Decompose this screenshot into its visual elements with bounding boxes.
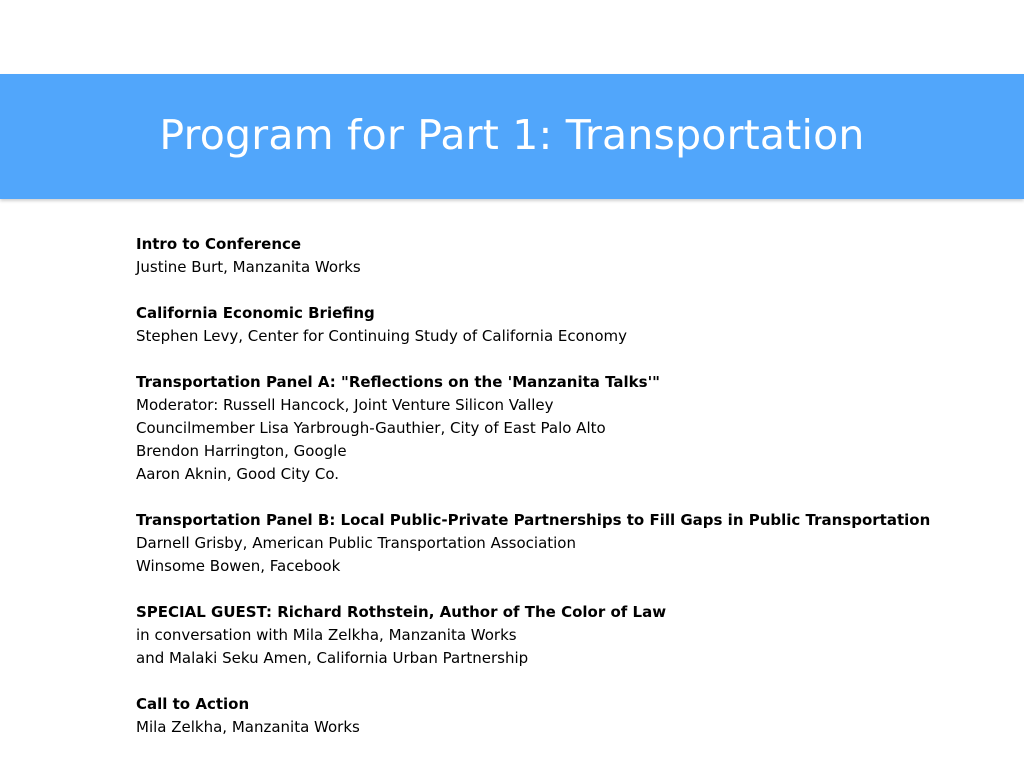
section-heading: California Economic Briefing (136, 304, 375, 322)
program-section-panel-b (136, 509, 996, 578)
speaker-line: Winsome Bowen, Facebook (136, 557, 341, 575)
section-heading: Intro to Conference (136, 235, 302, 253)
speaker-line: Stephen Levy, Center for Continuing Study of California Economy (136, 327, 627, 345)
speaker-line: Mila Zelkha, Manzanita Works (136, 718, 360, 736)
section-heading: Transportation Panel B: Local Public-Private Partnerships to Fill Gaps in Public Transportation (136, 511, 931, 529)
speaker-line: Darnell Grisby, American Public Transportation Association (136, 534, 576, 552)
speaker-line: in conversation with Mila Zelkha, Manzanita Works (136, 626, 517, 644)
program-section-special-guest (136, 601, 996, 670)
section-heading: Transportation Panel A: "Reflections on the 'Manzanita Talks'" (136, 373, 660, 391)
speaker-line: Brendon Harrington, Google (136, 442, 347, 460)
program-list (136, 233, 996, 762)
program-section-panel-a (136, 371, 996, 486)
section-heading: Call to Action (136, 695, 250, 713)
speaker-line: Justine Burt, Manzanita Works (136, 258, 361, 276)
program-section-call-to-action (136, 693, 996, 739)
slide-title: Program for Part 1: Transportation (159, 110, 865, 159)
speaker-line: Moderator: Russell Hancock, Joint Venture Silicon Valley (136, 396, 554, 414)
speaker-line: Aaron Aknin, Good City Co. (136, 465, 339, 483)
speaker-line: Councilmember Lisa Yarbrough-Gauthier, City of East Palo Alto (136, 419, 606, 437)
section-heading: SPECIAL GUEST: Richard Rothstein, Author of The Color of Law (136, 603, 667, 621)
title-bar (0, 74, 1024, 199)
program-section-intro (136, 233, 996, 279)
program-section-economic-briefing (136, 302, 996, 348)
speaker-line: and Malaki Seku Amen, California Urban Partnership (136, 649, 529, 667)
